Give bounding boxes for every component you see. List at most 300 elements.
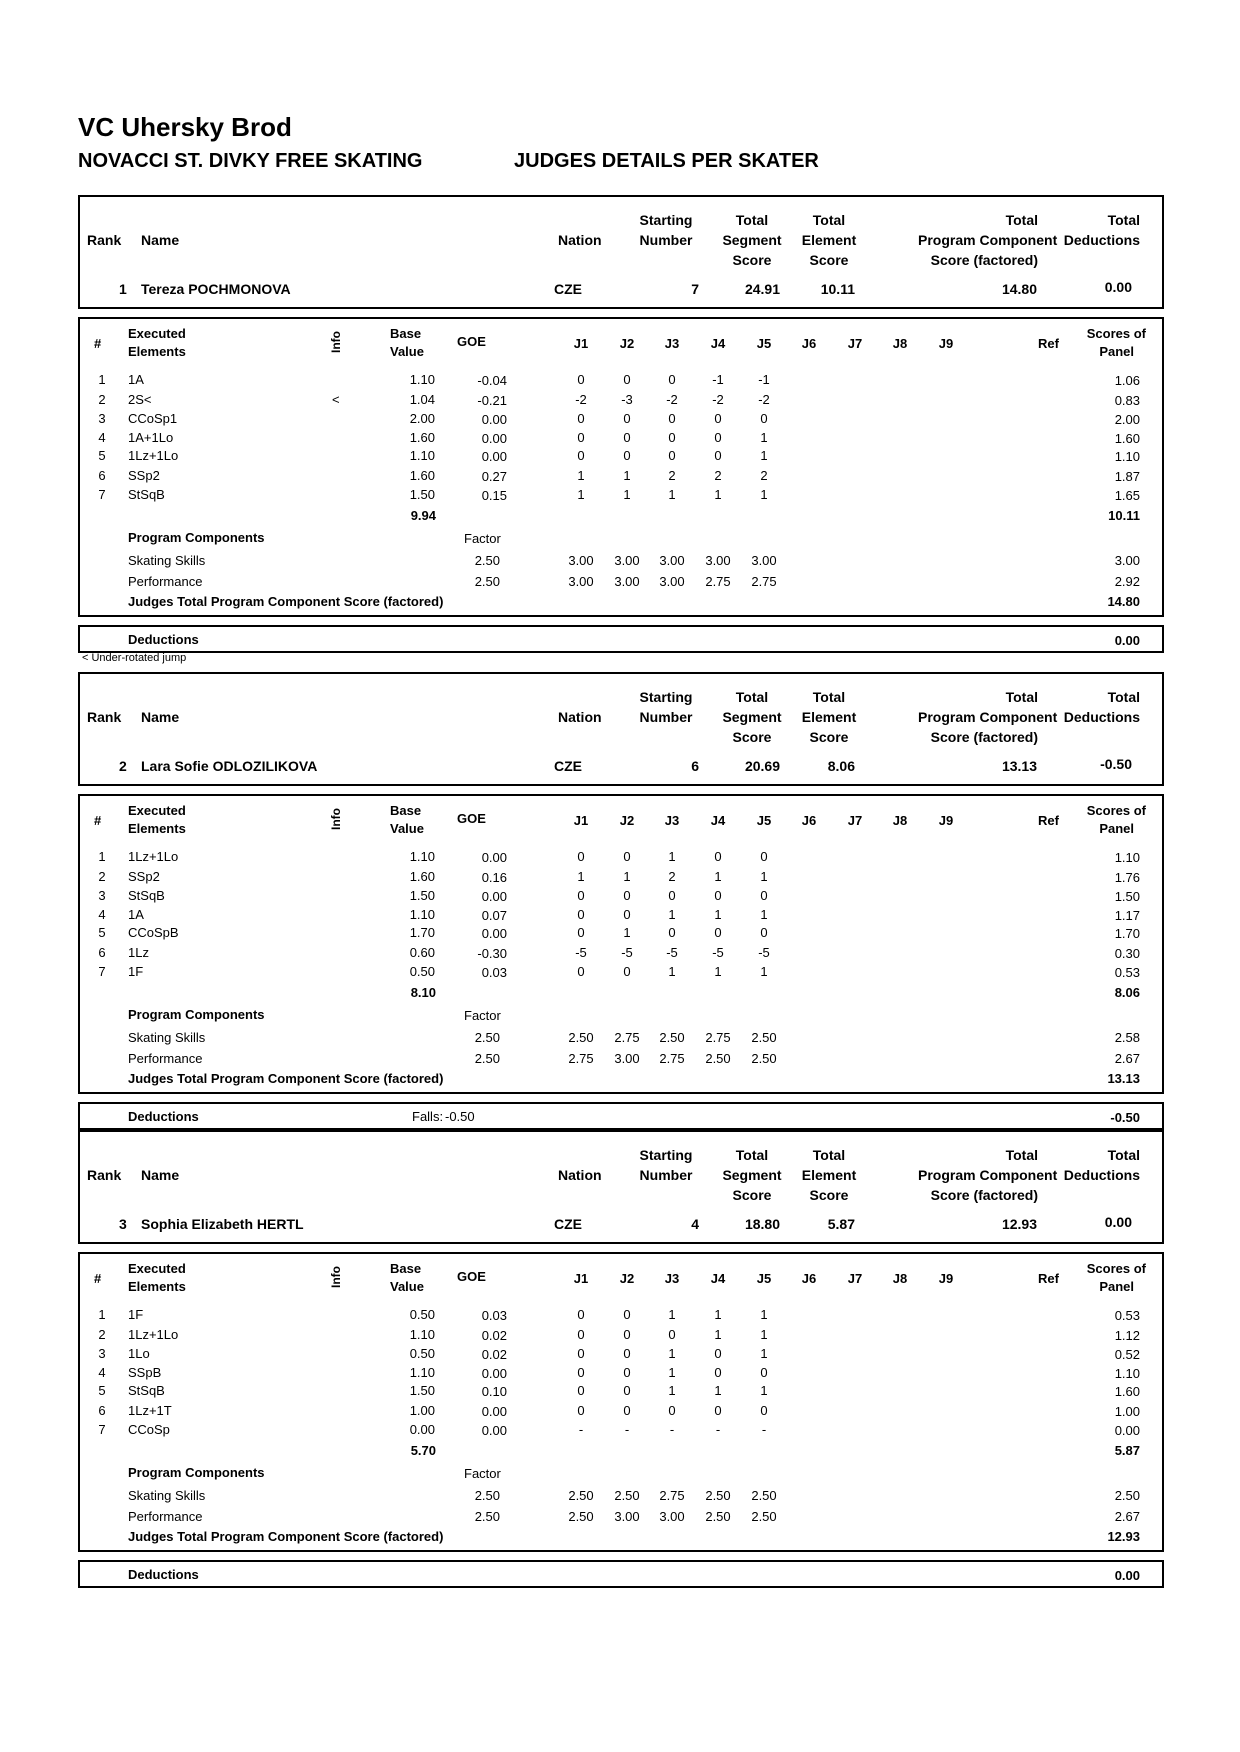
element-judge-score: - (578, 1422, 584, 1437)
judge-header-j7: J7 (847, 813, 863, 828)
element-base-value: 1.70 (409, 925, 435, 940)
element-judge-score: 0 (577, 1365, 585, 1380)
skater-name: Tereza POCHMONOVA (141, 281, 291, 297)
element-judge-score: 0 (668, 1327, 676, 1342)
elements-box (78, 1252, 1164, 1552)
element-judge-score: 1 (760, 964, 768, 979)
judge-header-j5: J5 (756, 813, 772, 828)
component-judge-score: 2.50 (751, 1051, 777, 1066)
element-number: 3 (98, 888, 106, 903)
element-judge-score: 0 (577, 964, 585, 979)
component-judge-score: 2.50 (614, 1488, 640, 1503)
nation-header: Nation (558, 709, 602, 725)
judge-header-j6: J6 (801, 813, 817, 828)
component-judge-score: 2.50 (751, 1488, 777, 1503)
total-segment-header: Segment (722, 709, 782, 725)
element-judge-score: 0 (760, 925, 768, 940)
element-goe: 0.00 (481, 1423, 507, 1438)
element-base-value: 1.10 (409, 907, 435, 922)
element-judge-score: 0 (623, 849, 631, 864)
info-header: Info (329, 808, 343, 830)
element-code: StSqB (128, 487, 165, 502)
element-judge-score: 0 (623, 1403, 631, 1418)
total-deductions-score: 0.00 (1104, 279, 1132, 295)
total-deductions-header: Deductions (1063, 709, 1140, 725)
rank-header: Rank (87, 232, 122, 248)
component-judge-score: 2.50 (705, 1509, 731, 1524)
component-judge-score: 2.50 (751, 1030, 777, 1045)
judge-header-j6: J6 (801, 1271, 817, 1286)
starting-number-header: Starting (639, 212, 693, 228)
element-judge-score: -1 (712, 372, 724, 387)
element-number: 6 (98, 1403, 106, 1418)
info-header: Info (329, 331, 343, 353)
element-number: 4 (98, 430, 106, 445)
element-goe: 0.00 (481, 926, 507, 941)
judge-header-j4: J4 (710, 336, 726, 351)
element-judge-score: 0 (577, 1346, 585, 1361)
element-panel-score: 1.17 (1114, 908, 1140, 923)
element-judge-score: 1 (760, 430, 768, 445)
elements-box (78, 794, 1164, 1094)
element-goe: 0.02 (481, 1347, 507, 1362)
judge-header-j9: J9 (938, 813, 954, 828)
element-code: 1Lz+1T (128, 1403, 172, 1418)
element-judge-score: 0 (760, 888, 768, 903)
component-judge-score: 2.50 (751, 1509, 777, 1524)
element-base-value: 1.10 (409, 849, 435, 864)
element-judge-score: 1 (623, 869, 631, 884)
executed-elements-header: Executed (128, 1261, 186, 1276)
element-judge-score: 0 (714, 411, 722, 426)
deductions-total: -0.50 (1110, 1110, 1140, 1125)
judge-header-j5: J5 (756, 1271, 772, 1286)
element-judge-score: 1 (668, 1307, 676, 1322)
judge-header-j3: J3 (664, 336, 680, 351)
element-judge-score: 1 (714, 869, 722, 884)
total-element-header: Total (812, 1147, 846, 1163)
total-element-header: Element (801, 1167, 857, 1183)
element-judge-score: 1 (668, 907, 676, 922)
program-components-header: Program Components (128, 530, 265, 545)
element-base-value: 1.60 (409, 468, 435, 483)
element-panel-score: 1.10 (1114, 850, 1140, 865)
element-panel-score: 1.65 (1114, 488, 1140, 503)
element-panel-score: 0.53 (1114, 1308, 1140, 1323)
component-factor: 2.50 (474, 553, 500, 568)
element-judge-score: -2 (758, 392, 770, 407)
element-goe: 0.00 (481, 1404, 507, 1419)
element-judge-score: -2 (712, 392, 724, 407)
component-panel-score: 3.00 (1114, 553, 1140, 568)
element-judge-score: 0 (577, 1327, 585, 1342)
element-code: SSpB (128, 1365, 162, 1380)
judge-header-j3: J3 (664, 813, 680, 828)
base-value-header: Value (390, 1279, 424, 1294)
element-judge-score: 0 (577, 1403, 585, 1418)
judge-header-j2: J2 (619, 813, 635, 828)
element-judge-score: -5 (712, 945, 724, 960)
total-pcs-header: Score (factored) (930, 729, 1038, 745)
deductions-box (78, 1560, 1164, 1588)
component-judge-score: 2.50 (568, 1509, 594, 1524)
starting-number: 4 (691, 1216, 699, 1232)
element-panel-score: 0.53 (1114, 965, 1140, 980)
num-header: # (94, 1271, 102, 1286)
element-base-value: 1.60 (409, 430, 435, 445)
judge-header-j9: J9 (938, 1271, 954, 1286)
elements-box (78, 317, 1164, 617)
element-panel-score: 1.60 (1114, 431, 1140, 446)
total-element-score: 10.11 (820, 281, 855, 297)
judges-total-pcs-label: Judges Total Program Component Score (factored) (128, 1071, 444, 1086)
component-judge-score: 2.50 (568, 1030, 594, 1045)
judge-header-j1: J1 (573, 1271, 589, 1286)
total-pcs-header: Total (1005, 689, 1038, 705)
judge-header-j4: J4 (710, 813, 726, 828)
component-judge-score: 3.00 (614, 553, 640, 568)
element-judge-score: 0 (668, 925, 676, 940)
judge-header-j5: J5 (756, 336, 772, 351)
judges-total-pcs-score: 12.93 (1107, 1529, 1140, 1544)
element-judge-score: 0 (714, 1403, 722, 1418)
element-base-value: 1.10 (409, 448, 435, 463)
element-judge-score: 1 (668, 964, 676, 979)
element-code: 1A+1Lo (128, 430, 174, 445)
element-number: 7 (98, 964, 106, 979)
program-components-header: Program Components (128, 1465, 265, 1480)
element-base-value: 1.50 (409, 1383, 435, 1398)
element-judge-score: 0 (623, 448, 631, 463)
element-judge-score: 0 (714, 888, 722, 903)
executed-elements-header: Executed (128, 326, 186, 341)
judges-total-pcs-label: Judges Total Program Component Score (factored) (128, 594, 444, 609)
component-judge-score: 2.75 (659, 1051, 685, 1066)
component-name: Performance (128, 574, 203, 589)
scores-of-panel-header: Panel (1099, 344, 1134, 359)
element-judge-score: 2 (668, 468, 676, 483)
total-pcs-header: Total (1005, 212, 1038, 228)
element-judge-score: 2 (668, 869, 676, 884)
element-judge-score: 1 (760, 1383, 768, 1398)
base-value-header: Base (390, 326, 422, 341)
element-number: 6 (98, 468, 106, 483)
element-judge-score: 1 (760, 448, 768, 463)
element-goe: -0.30 (477, 946, 507, 961)
base-value-header: Base (390, 1261, 422, 1276)
total-segment-header: Total (735, 1147, 769, 1163)
element-score-total: 8.06 (1114, 985, 1140, 1000)
element-code: 1Lo (128, 1346, 150, 1361)
element-judge-score: 1 (714, 1327, 722, 1342)
component-judge-score: 3.00 (568, 574, 594, 589)
total-pcs-score: 14.80 (1001, 281, 1037, 297)
component-judge-score: 2.50 (568, 1488, 594, 1503)
skater-nation: CZE (554, 1216, 582, 1232)
total-segment-header: Score (732, 252, 772, 268)
element-number: 2 (98, 1327, 106, 1342)
element-panel-score: 0.52 (1114, 1347, 1140, 1362)
element-code: StSqB (128, 888, 165, 903)
component-judge-score: 3.00 (705, 553, 731, 568)
starting-number-header: Starting (639, 1147, 693, 1163)
nation-header: Nation (558, 232, 602, 248)
total-element-score: 5.87 (827, 1216, 855, 1232)
element-judge-score: 0 (577, 849, 585, 864)
element-judge-score: -5 (575, 945, 587, 960)
element-judge-score: 1 (714, 964, 722, 979)
element-judge-score: 1 (577, 869, 585, 884)
element-judge-score: 1 (760, 907, 768, 922)
element-number: 2 (98, 869, 106, 884)
element-judge-score: 0 (623, 907, 631, 922)
element-panel-score: 0.83 (1114, 393, 1140, 408)
scores-of-panel-header: Panel (1099, 1279, 1134, 1294)
element-code: CCoSp1 (128, 411, 178, 426)
component-judge-score: 2.75 (568, 1051, 594, 1066)
component-name: Skating Skills (128, 553, 206, 568)
element-panel-score: 1.76 (1114, 870, 1140, 885)
element-code: 1Lz (128, 945, 149, 960)
element-base-value: 0.60 (409, 945, 435, 960)
component-name: Performance (128, 1509, 203, 1524)
element-judge-score: 1 (668, 1346, 676, 1361)
total-deductions-header: Total (1107, 689, 1140, 705)
element-judge-score: 0 (668, 372, 676, 387)
element-judge-score: 0 (577, 411, 585, 426)
summary-box (78, 195, 1164, 309)
component-panel-score: 2.50 (1114, 1488, 1140, 1503)
total-pcs-header: Score (factored) (930, 252, 1038, 268)
element-judge-score: 1 (668, 1365, 676, 1380)
element-judge-score: 1 (714, 487, 722, 502)
element-code: 1Lz+1Lo (128, 849, 179, 864)
judge-header-j8: J8 (892, 336, 908, 351)
element-goe: -0.21 (477, 393, 507, 408)
goe-header: GOE (457, 811, 486, 826)
component-judge-score: 2.75 (614, 1030, 640, 1045)
element-judge-score: 0 (668, 888, 676, 903)
name-header: Name (141, 709, 180, 725)
legend-under-rotated: < Under-rotated jump (82, 652, 187, 664)
element-base-value: 1.04 (409, 392, 435, 407)
deductions-total: 0.00 (1114, 1568, 1140, 1583)
element-judge-score: -2 (575, 392, 587, 407)
summary-box (78, 1130, 1164, 1244)
element-judge-score: 0 (668, 411, 676, 426)
judge-header-j8: J8 (892, 1271, 908, 1286)
element-info: < (332, 392, 340, 407)
element-judge-score: 1 (668, 487, 676, 502)
element-judge-score: 1 (623, 925, 631, 940)
element-judge-score: 1 (623, 468, 631, 483)
element-judge-score: 0 (623, 888, 631, 903)
scores-of-panel-header: Scores of (1086, 326, 1146, 341)
component-judge-score: 2.75 (705, 574, 731, 589)
executed-elements-header: Executed (128, 803, 186, 818)
element-base-value: 0.50 (409, 1346, 435, 1361)
total-element-header: Total (812, 689, 846, 705)
component-factor: 2.50 (474, 1051, 500, 1066)
total-deductions-header: Total (1107, 212, 1140, 228)
element-goe: 0.00 (481, 449, 507, 464)
total-element-header: Element (801, 709, 857, 725)
element-judge-score: -3 (621, 392, 633, 407)
scores-of-panel-header: Scores of (1086, 1261, 1146, 1276)
total-segment-header: Score (732, 1187, 772, 1203)
element-judge-score: 0 (623, 372, 631, 387)
element-number: 1 (98, 1307, 106, 1322)
element-judge-score: 0 (623, 1327, 631, 1342)
element-judge-score: 0 (714, 1365, 722, 1380)
element-judge-score: 1 (714, 1307, 722, 1322)
element-judge-score: 0 (577, 448, 585, 463)
skater-nation: CZE (554, 281, 582, 297)
element-score-total: 5.87 (1114, 1443, 1140, 1458)
element-number: 3 (98, 411, 106, 426)
element-goe: -0.04 (477, 373, 507, 388)
element-base-value: 2.00 (409, 411, 435, 426)
component-judge-score: 3.00 (614, 1509, 640, 1524)
element-judge-score: -1 (758, 372, 770, 387)
deductions-label: Deductions (128, 1109, 199, 1124)
executed-elements-header: Elements (128, 344, 186, 359)
element-goe: 0.27 (481, 469, 507, 484)
element-base-value: 1.50 (409, 888, 435, 903)
rank-header: Rank (87, 709, 122, 725)
component-name: Skating Skills (128, 1030, 206, 1045)
total-segment-score: 20.69 (744, 758, 780, 774)
starting-number: 7 (691, 281, 699, 297)
component-judge-score: 3.00 (614, 574, 640, 589)
skater-rank: 2 (119, 758, 127, 774)
element-base-value: 0.50 (409, 964, 435, 979)
element-panel-score: 1.06 (1114, 373, 1140, 388)
element-base-value: 1.10 (409, 1365, 435, 1380)
element-judge-score: -5 (621, 945, 633, 960)
element-judge-score: 1 (760, 1307, 768, 1322)
element-base-value: 1.60 (409, 869, 435, 884)
deductions-label: Deductions (128, 1567, 199, 1582)
deductions-label: Deductions (128, 632, 199, 647)
element-judge-score: 0 (668, 1403, 676, 1418)
element-goe: 0.03 (481, 965, 507, 980)
element-judge-score: 0 (577, 888, 585, 903)
total-deductions-header: Deductions (1063, 232, 1140, 248)
executed-elements-header: Elements (128, 821, 186, 836)
element-number: 7 (98, 1422, 106, 1437)
element-judge-score: 0 (714, 925, 722, 940)
num-header: # (94, 336, 102, 351)
component-judge-score: 3.00 (751, 553, 777, 568)
judge-header-j2: J2 (619, 1271, 635, 1286)
element-number: 7 (98, 487, 106, 502)
info-header: Info (329, 1266, 343, 1288)
element-judge-score: 0 (714, 430, 722, 445)
ref-header: Ref (1038, 813, 1059, 828)
total-segment-header: Score (732, 729, 772, 745)
element-code: 1Lz+1Lo (128, 448, 179, 463)
total-pcs-header: Program Component (918, 709, 1058, 725)
component-name: Performance (128, 1051, 203, 1066)
skater-rank: 3 (119, 1216, 127, 1232)
element-judge-score: 0 (668, 448, 676, 463)
category-title: NOVACCI ST. DIVKY FREE SKATING (78, 150, 423, 172)
base-value-header: Value (390, 344, 424, 359)
total-segment-header: Segment (722, 232, 782, 248)
judge-header-j1: J1 (573, 336, 589, 351)
total-element-header: Score (809, 729, 849, 745)
element-judge-score: -5 (666, 945, 678, 960)
element-judge-score: - (669, 1422, 675, 1437)
total-segment-header: Total (735, 212, 769, 228)
judges-total-pcs-label: Judges Total Program Component Score (factored) (128, 1529, 444, 1544)
starting-number-header: Number (639, 709, 693, 725)
summary-box (78, 672, 1164, 786)
judge-header-j6: J6 (801, 336, 817, 351)
element-judge-score: 0 (577, 907, 585, 922)
element-judge-score: 0 (623, 411, 631, 426)
skater-block (78, 672, 1168, 1142)
element-judge-score: 0 (760, 1403, 768, 1418)
skater-block (78, 1130, 1168, 1600)
element-judge-score: 0 (623, 964, 631, 979)
element-judge-score: 0 (623, 1346, 631, 1361)
element-judge-score: 0 (577, 1383, 585, 1398)
component-judge-score: 2.75 (751, 574, 777, 589)
element-number: 2 (98, 392, 106, 407)
element-judge-score: 0 (623, 1365, 631, 1380)
element-panel-score: 2.00 (1114, 412, 1140, 427)
starting-number-header: Number (639, 232, 693, 248)
element-goe: 0.10 (481, 1384, 507, 1399)
element-judge-score: 0 (623, 1307, 631, 1322)
total-pcs-header: Program Component (918, 1167, 1058, 1183)
element-goe: 0.00 (481, 889, 507, 904)
component-factor: 2.50 (474, 574, 500, 589)
judges-total-pcs-score: 13.13 (1107, 1071, 1140, 1086)
element-judge-score: 0 (623, 1383, 631, 1398)
factor-header: Factor (464, 1008, 501, 1023)
element-judge-score: -5 (758, 945, 770, 960)
skater-name: Sophia Elizabeth HERTL (141, 1216, 304, 1232)
num-header: # (94, 813, 102, 828)
total-pcs-score: 13.13 (1001, 758, 1037, 774)
total-segment-score: 18.80 (744, 1216, 780, 1232)
total-element-score: 8.06 (827, 758, 855, 774)
element-number: 4 (98, 907, 106, 922)
component-panel-score: 2.58 (1114, 1030, 1140, 1045)
falls-label: Falls: (412, 1109, 444, 1124)
base-value-total: 8.10 (410, 985, 436, 1000)
element-judge-score: 1 (668, 1383, 676, 1398)
base-value-total: 9.94 (410, 508, 436, 523)
report-title: JUDGES DETAILS PER SKATER (514, 150, 819, 172)
component-panel-score: 2.67 (1114, 1509, 1140, 1524)
element-judge-score: 0 (714, 1346, 722, 1361)
total-pcs-score: 12.93 (1001, 1216, 1037, 1232)
total-deductions-header: Deductions (1063, 1167, 1140, 1183)
base-value-header: Base (390, 803, 422, 818)
element-code: CCoSp (128, 1422, 170, 1437)
element-judge-score: 0 (668, 430, 676, 445)
element-goe: 0.00 (481, 431, 507, 446)
element-code: CCoSpB (128, 925, 179, 940)
element-number: 4 (98, 1365, 106, 1380)
element-panel-score: 1.87 (1114, 469, 1140, 484)
factor-header: Factor (464, 531, 501, 546)
element-number: 6 (98, 945, 106, 960)
